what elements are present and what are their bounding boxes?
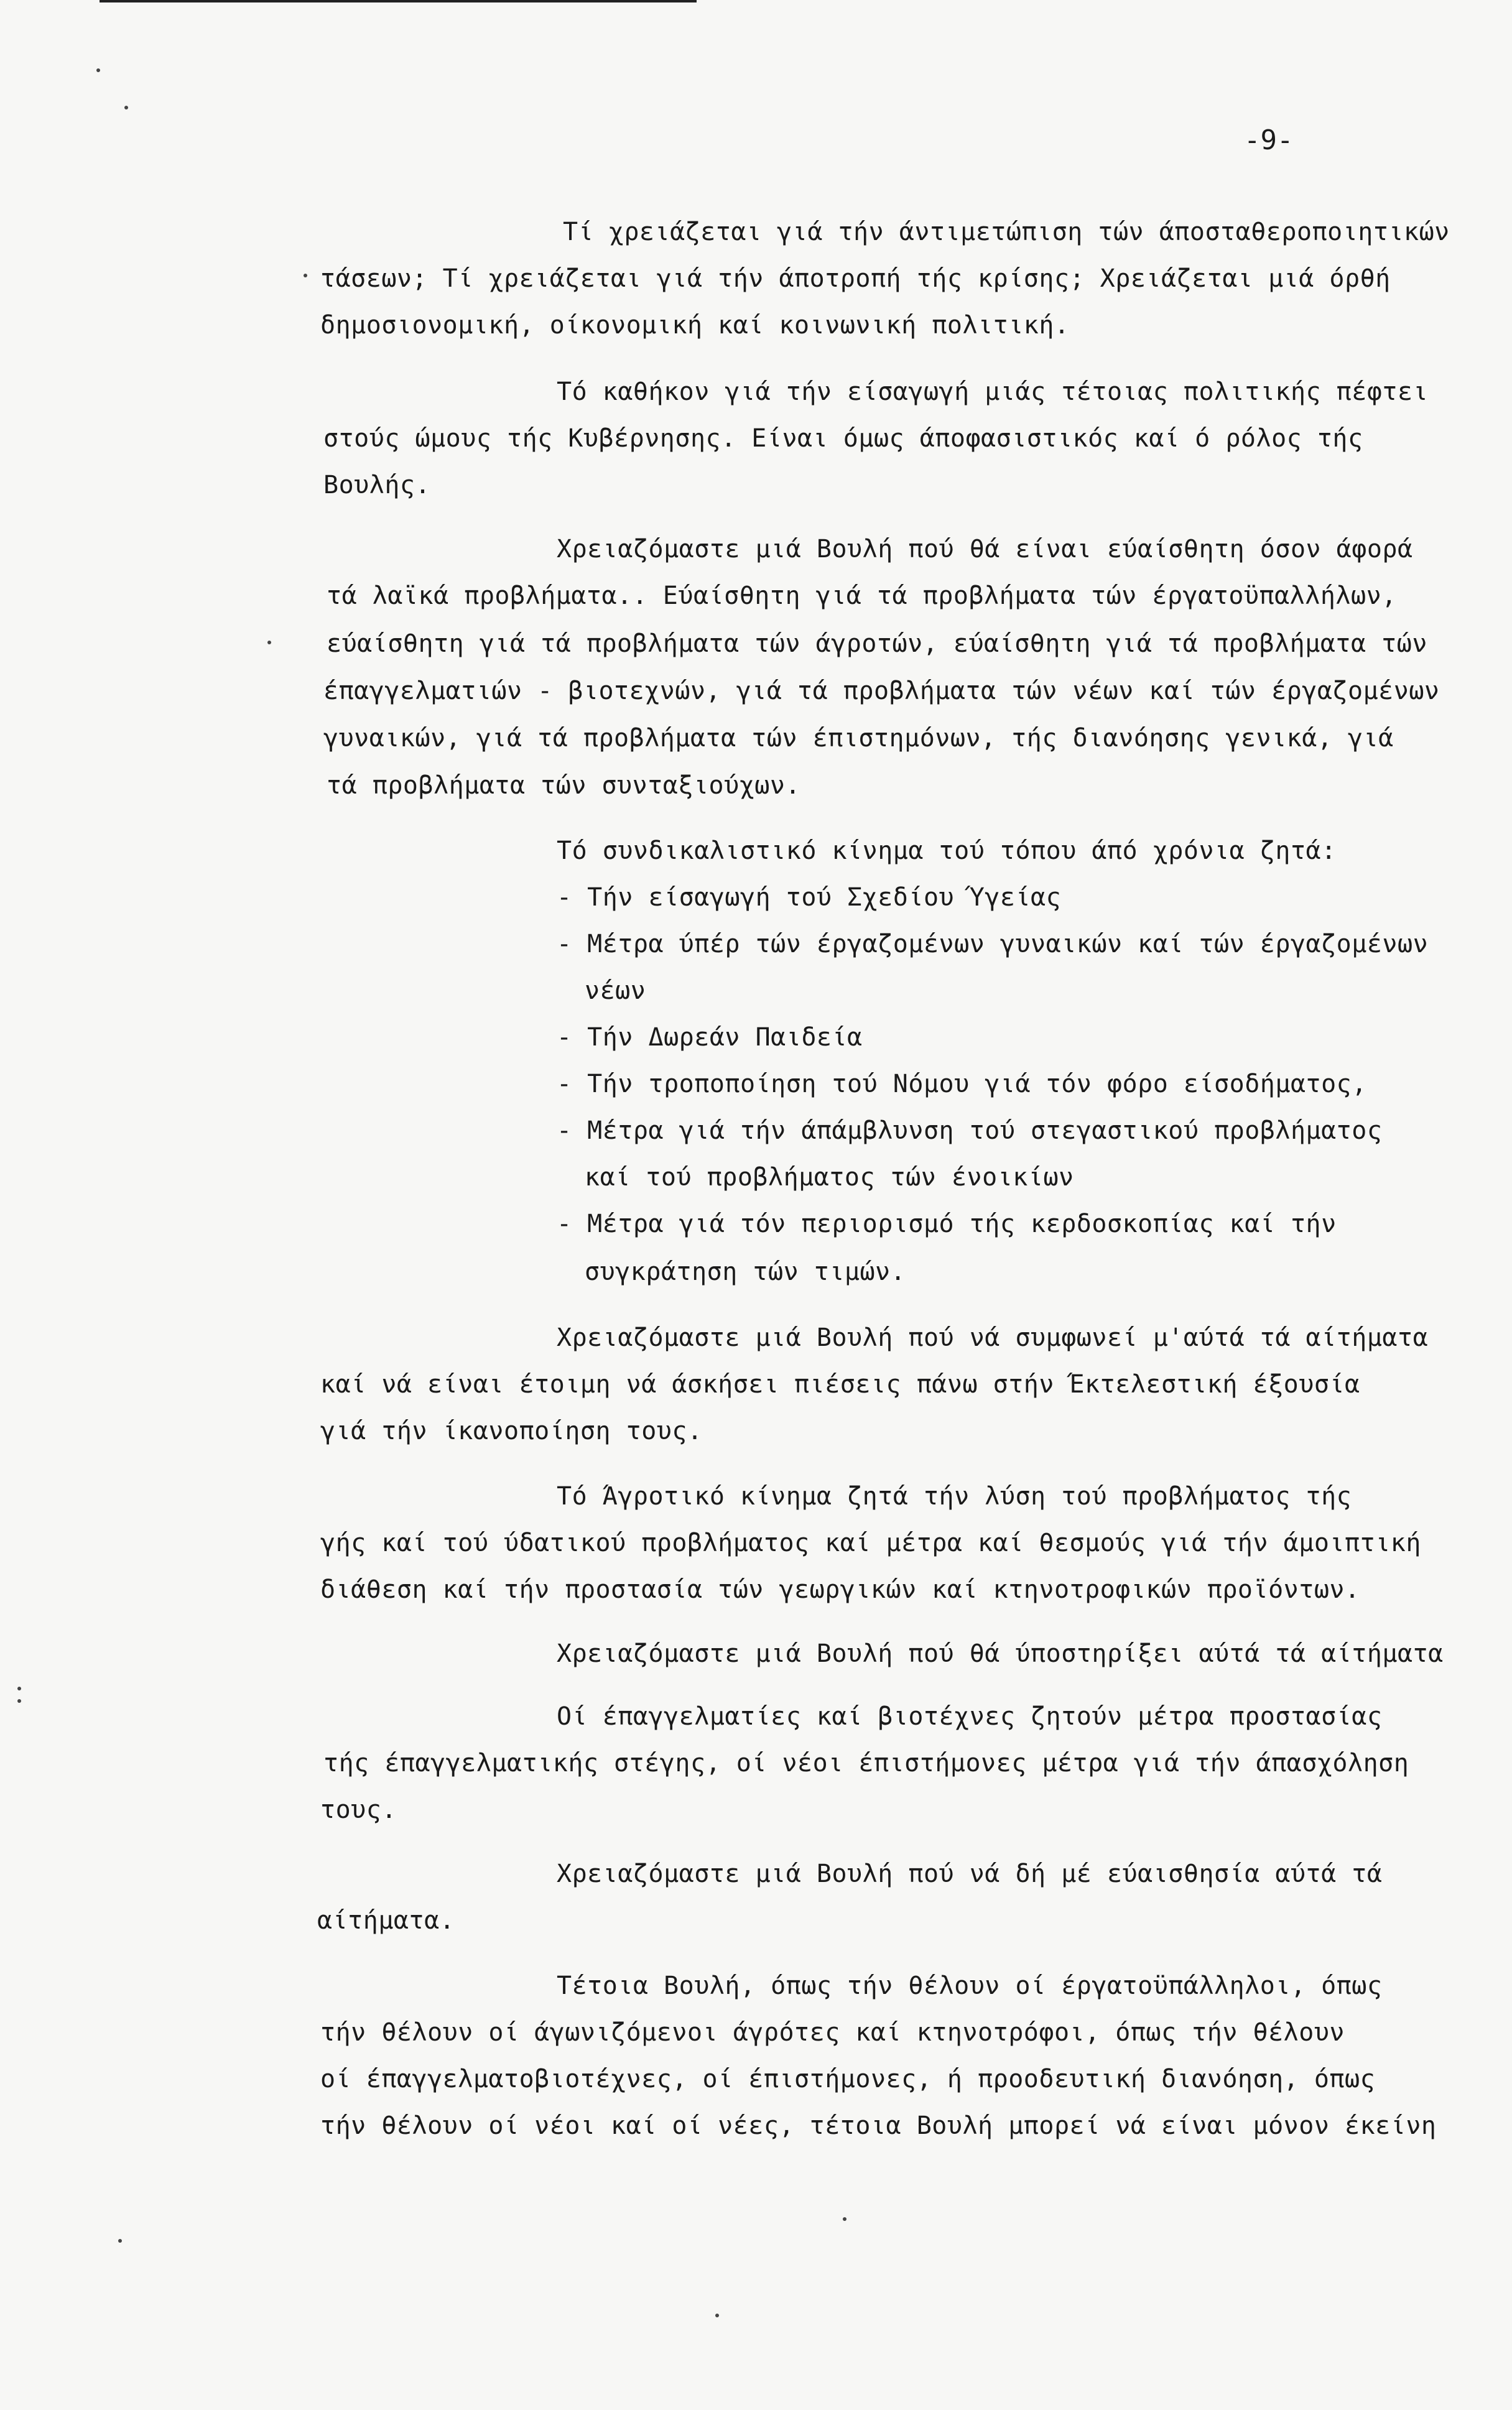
text-line: στούς ώμους τής Κυβέρνησης. Είναι όμως άποφασιστικός καί ό ρόλος τής	[323, 424, 1363, 453]
text-line: εύαίσθητη γιά τά προβλήματα τών άγροτών, εύαίσθητη γιά τά προβλήματα τών	[327, 629, 1427, 658]
top-rule	[100, 0, 697, 2]
text-line: Τέτοια Βουλή, όπως τήν θέλουν οί έργατοϋπάλληλοι, όπως	[557, 1972, 1383, 2000]
text-line: καί τού προβλήματος τών ένοικίων	[585, 1163, 1074, 1192]
text-line: Βουλής.	[323, 471, 431, 499]
scan-speck	[124, 106, 128, 109]
list-item: - Μέτρα γιά τήν άπάμβλυνση τού στεγαστικού προβλήματος	[557, 1116, 1383, 1145]
text-line: γής καί τού ύδατικού προβλήματος καί μέτρα καί θεσμούς γιά τήν άμοιπτική	[320, 1529, 1421, 1557]
text-line: οί έπαγγελματοβιοτέχνες, οί έπιστήμονες, ή προοδευτική διανόηση, όπως	[320, 2065, 1376, 2093]
text-line: Χρειαζόμαστε μιά Βουλή πού νά συμφωνεί μ'αύτά τά αίτήματα	[557, 1323, 1429, 1352]
text-line: τά λαϊκά προβλήματα.. Εύαίσθητη γιά τά προβλήματα τών έργατοϋπαλλήλων,	[327, 582, 1397, 610]
list-item: - Μέτρα ύπέρ τών έργαζομένων γυναικών καί τών έργαζομένων	[557, 930, 1429, 958]
scan-speck	[118, 2239, 122, 2243]
scan-speck	[17, 1699, 21, 1703]
text-line: Χρειαζόμαστε μιά Βουλή πού θά είναι εύαίσθητη όσον άφορά	[557, 535, 1413, 563]
scan-speck	[267, 641, 271, 644]
text-line: Χρειαζόμαστε μιά Βουλή πού νά δή μέ εύαισθησία αύτά τά	[557, 1860, 1383, 1888]
text-line: Τό Άγροτικό κίνημα ζητά τήν λύση τού προβλήματος τής	[557, 1482, 1352, 1511]
text-line: γυναικών, γιά τά προβλήματα τών έπιστημόνων, τής διανόησης γενικά, γιά	[323, 724, 1394, 753]
text-line: τήν θέλουν οί νέοι καί οί νέες, τέτοια Βουλή μπορεί νά είναι μόνον έκείνη	[320, 2111, 1437, 2140]
scan-speck	[304, 274, 307, 277]
list-item: - Τήν Δωρεάν Παιδεία	[557, 1023, 863, 1052]
text-line: Οί έπαγγελματίες καί βιοτέχνες ζητούν μέτρα προστασίας	[557, 1702, 1383, 1731]
scan-speck	[715, 2314, 719, 2317]
text-line: τά προβλήματα τών συνταξιούχων.	[327, 771, 801, 800]
text-line: τήν θέλουν οί άγωνιζόμενοι άγρότες καί κτηνοτρόφοι, όπως τήν θέλουν	[320, 2018, 1345, 2047]
scan-speck	[843, 2217, 846, 2221]
text-line: Τό καθήκον γιά τήν είσαγωγή μιάς τέτοιας πολιτικής πέφτει	[557, 378, 1429, 406]
text-line: έπαγγελματιών - βιοτεχνών, γιά τά προβλήματα τών νέων καί τών έργαζομένων	[323, 677, 1440, 705]
text-line: αίτήματα.	[317, 1906, 455, 1935]
text-line: δημοσιονομική, οίκονομική καί κοινωνική πολιτική.	[320, 311, 1070, 340]
list-item: - Τήν τροποποίηση τού Νόμου γιά τόν φόρο είσοδήματος,	[557, 1070, 1367, 1098]
text-line: συγκράτηση τών τιμών.	[585, 1258, 906, 1286]
scan-speck	[17, 1687, 21, 1690]
text-line: τής έπαγγελματικής στέγης, οί νέοι έπιστήμονες μέτρα γιά τήν άπασχόληση	[323, 1749, 1409, 1777]
list-item: - Μέτρα γιά τόν περιορισμό τής κερδοσκοπίας καί τήν	[557, 1210, 1337, 1238]
text-line: Χρειαζόμαστε μιά Βουλή πού θά ύποστηρίξει αύτά τά αίτήματα	[557, 1639, 1444, 1668]
scan-speck	[96, 68, 100, 72]
text-line: τους.	[320, 1796, 397, 1824]
text-line: γιά τήν ίκανοποίηση τους.	[320, 1417, 703, 1445]
text-line: νέων	[585, 976, 646, 1005]
list-item: - Τήν είσαγωγή τού Σχεδίου Ύγείας	[557, 883, 1062, 912]
text-line: διάθεση καί τήν προστασία τών γεωργικών καί κτηνοτροφικών προϊόντων.	[320, 1575, 1360, 1604]
text-line: Τί χρειάζεται γιά τήν άντιμετώπιση τών άποσταθεροποιητικών	[563, 218, 1450, 246]
text-line: καί νά είναι έτοιμη νά άσκήσει πιέσεις πάνω στήν Έκτελεστική έξουσία	[320, 1370, 1360, 1399]
page-number: -9-	[1244, 124, 1294, 156]
text-line: Τό συνδικαλιστικό κίνημα τού τόπου άπό χρόνια ζητά:	[557, 837, 1337, 865]
text-line: τάσεων; Τί χρειάζεται γιά τήν άποτροπή τής κρίσης; Χρειάζεται μιά όρθή	[320, 264, 1391, 293]
